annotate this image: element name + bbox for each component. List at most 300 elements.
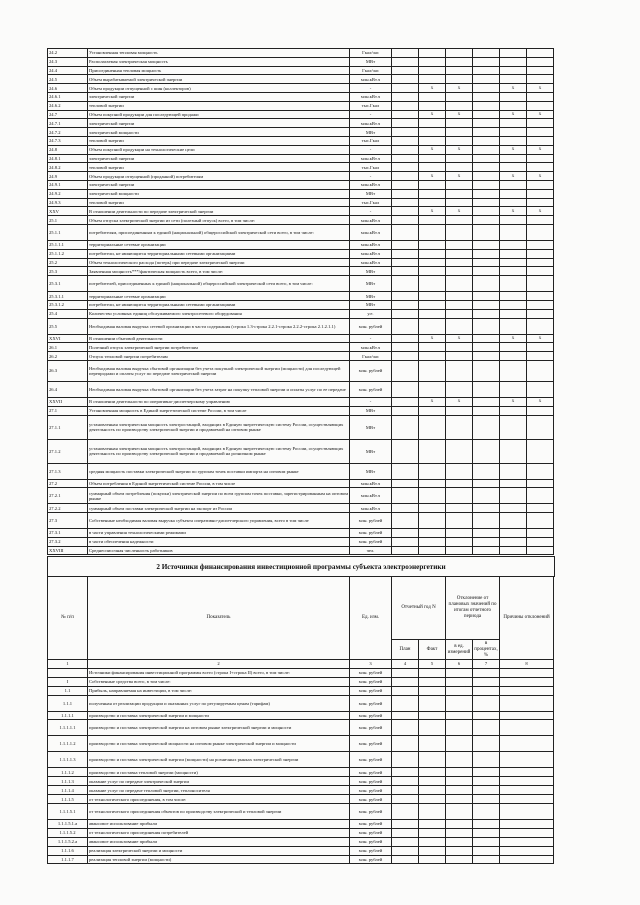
row-label: электрической энергии — [88, 154, 350, 163]
row-label: Объем отпуска электрической энергии из сети (полезный отпуск) всего, в том числе: — [88, 216, 350, 225]
value-cell — [473, 752, 500, 768]
value-cell — [473, 439, 500, 463]
header-num: № п/п — [48, 577, 88, 660]
row-unit: - — [350, 110, 392, 119]
value-cell — [446, 479, 473, 488]
header-name: Показатель — [88, 577, 350, 660]
row-number: 1.1.1.4 — [48, 786, 88, 795]
value-cell — [419, 846, 446, 855]
value-cell — [500, 66, 527, 75]
value-cell — [446, 463, 473, 479]
table-row — [48, 463, 554, 479]
value-cell — [392, 309, 419, 318]
cross-mark: x — [500, 145, 527, 154]
table-row — [48, 406, 554, 415]
value-cell — [473, 334, 500, 343]
row-label: Заявленная мощность***/фактическая мощность всего, в том числе: — [88, 267, 350, 276]
row-number: 24.7.1 — [48, 119, 88, 128]
table-row — [48, 224, 554, 240]
financing-sources-table — [47, 576, 554, 864]
row-label: Объем потребления в Единой энергетической системе России, в том числе — [88, 479, 350, 488]
value-cell — [419, 406, 446, 415]
value-cell — [473, 828, 500, 837]
row-label: авансовое использование прибыли — [88, 837, 350, 846]
value-cell — [419, 855, 446, 864]
value-cell — [392, 154, 419, 163]
value-cell — [500, 189, 527, 198]
row-number: 24.9.1 — [48, 180, 88, 189]
row-number: 27.2.2 — [48, 504, 88, 513]
value-cell — [419, 820, 446, 829]
value-cell — [500, 768, 554, 777]
cross-mark: x — [527, 110, 554, 119]
table-row — [48, 92, 554, 101]
row-number: 25.1.1 — [48, 224, 88, 240]
value-cell — [446, 343, 473, 352]
value-cell — [500, 786, 554, 795]
value-cell — [419, 92, 446, 101]
row-label: электрической мощности — [88, 128, 350, 137]
row-number: I — [48, 677, 88, 686]
row-unit: тыс.Гкал — [350, 101, 392, 110]
row-label: суммарный объем потребления (покупки) электрической энергии по всем группам точек поставки, зарегистрированным на оптовом рынке — [88, 488, 350, 504]
table-row — [48, 57, 554, 66]
row-unit: МВт — [350, 406, 392, 415]
row-unit: - — [350, 207, 392, 216]
value-cell — [473, 128, 500, 137]
value-cell — [446, 786, 473, 795]
row-label: В отношении деятельности по передаче электрической энергии — [88, 207, 350, 216]
row-unit: млн.кВт.ч — [350, 479, 392, 488]
value-cell — [419, 795, 446, 804]
value-cell — [446, 439, 473, 463]
table-row — [48, 136, 554, 145]
row-number: 24.9 — [48, 172, 88, 181]
row-label: тепловой энергии — [88, 198, 350, 207]
row-label: средняя мощность поставки электрической энергии по группам точек поставки импорта на оптовом рынке — [88, 463, 350, 479]
value-cell — [500, 381, 527, 397]
row-number: 24.6.2 — [48, 101, 88, 110]
value-cell — [500, 546, 527, 555]
row-number: 1.1.1.7 — [48, 855, 88, 864]
value-cell — [473, 546, 500, 555]
value-cell — [500, 57, 527, 66]
table-row — [48, 846, 554, 855]
row-unit: - — [350, 84, 392, 93]
col-number: 8 — [500, 660, 554, 669]
value-cell — [527, 504, 554, 513]
indicators-table — [47, 48, 554, 555]
value-cell — [527, 75, 554, 84]
row-label: в части обеспечения надежности — [88, 537, 350, 546]
header-year: Отчетный год N — [392, 577, 446, 640]
value-cell — [527, 529, 554, 538]
value-cell — [392, 352, 419, 361]
table-row — [48, 172, 554, 181]
table-header-row — [48, 577, 554, 640]
row-unit: млн. рублей — [350, 855, 392, 864]
value-cell — [419, 309, 446, 318]
col-number: 5 — [419, 660, 446, 669]
row-label: Собственные необходимая валовая выручка субъекта оперативно-диспетчерского управления, всего в том числе — [88, 513, 350, 529]
row-label: электрической мощности — [88, 189, 350, 198]
value-cell — [419, 720, 446, 736]
row-unit: МВт — [350, 439, 392, 463]
value-cell — [527, 488, 554, 504]
value-cell — [446, 309, 473, 318]
table-row — [48, 415, 554, 439]
row-label: полученная от реализации продукции и оказанных услуг по регулируемым ценам (тарифам) — [88, 695, 350, 711]
row-unit: МВт — [350, 128, 392, 137]
cross-mark: x — [446, 397, 473, 406]
value-cell — [446, 49, 473, 58]
table-row — [48, 101, 554, 110]
value-cell — [527, 57, 554, 66]
row-unit: Гкал/час — [350, 352, 392, 361]
row-label: Необходимая валовая выручка сетевой организации в части содержания (строка 1.3-строка 2.2.1-строка 2.2.2-строка 2.1.2.1.1) — [88, 318, 350, 334]
row-number: 27.1.2 — [48, 439, 88, 463]
value-cell — [446, 846, 473, 855]
col-number: 4 — [392, 660, 419, 669]
table-row — [48, 343, 554, 352]
value-cell — [500, 804, 554, 820]
row-label: от технологического присоединения потребителей — [88, 828, 350, 837]
value-cell — [473, 406, 500, 415]
table-row — [48, 711, 554, 720]
table-row — [48, 352, 554, 361]
cross-mark: x — [527, 145, 554, 154]
row-label: потребителей, присоединенных к единой (национальной) общероссийской электрической сети всего, в том числе: — [88, 276, 350, 292]
value-cell — [473, 343, 500, 352]
value-cell — [473, 136, 500, 145]
row-unit: чел. — [350, 546, 392, 555]
value-cell — [473, 768, 500, 777]
value-cell — [473, 529, 500, 538]
value-cell — [419, 119, 446, 128]
value-cell — [527, 101, 554, 110]
value-cell — [392, 267, 419, 276]
table-row — [48, 207, 554, 216]
value-cell — [419, 777, 446, 786]
row-unit: млн.кВт.ч — [350, 92, 392, 101]
value-cell — [419, 504, 446, 513]
value-cell — [527, 309, 554, 318]
row-number: 27.2 — [48, 479, 88, 488]
row-unit: млн.кВт.ч — [350, 216, 392, 225]
value-cell — [392, 92, 419, 101]
cross-mark: x — [446, 145, 473, 154]
row-label: тепловой энергии — [88, 163, 350, 172]
value-cell — [473, 837, 500, 846]
value-cell — [446, 677, 473, 686]
value-cell — [419, 300, 446, 309]
value-cell — [473, 75, 500, 84]
value-cell — [446, 180, 473, 189]
row-label: электрической энергии — [88, 180, 350, 189]
value-cell — [446, 406, 473, 415]
value-cell — [446, 216, 473, 225]
value-cell — [446, 795, 473, 804]
value-cell — [527, 136, 554, 145]
row-label: Собственные средства всего, в том числе: — [88, 677, 350, 686]
row-label: Объем продукции отпущенной (проданной) потребителям — [88, 172, 350, 181]
row-unit: млн. рублей — [350, 795, 392, 804]
row-number: 27.1.1 — [48, 415, 88, 439]
value-cell — [500, 479, 527, 488]
value-cell — [500, 529, 527, 538]
table-row — [48, 546, 554, 555]
col-number: 2 — [88, 660, 350, 669]
value-cell — [473, 163, 500, 172]
row-number: 25.1.1.2 — [48, 249, 88, 258]
row-unit: млн. рублей — [350, 695, 392, 711]
value-cell — [473, 488, 500, 504]
value-cell — [392, 668, 419, 677]
value-cell — [392, 75, 419, 84]
row-unit: - — [350, 334, 392, 343]
value-cell — [446, 777, 473, 786]
cross-mark: x — [419, 84, 446, 93]
header-plan: План — [392, 640, 419, 660]
row-label: в части управления технологическими режимами — [88, 529, 350, 538]
row-unit: тыс.Гкал — [350, 136, 392, 145]
cross-mark: x — [446, 172, 473, 181]
value-cell — [419, 240, 446, 249]
value-cell — [392, 360, 419, 381]
value-cell — [392, 189, 419, 198]
row-number: 24.8 — [48, 145, 88, 154]
value-cell — [527, 189, 554, 198]
value-cell — [392, 513, 419, 529]
table-row — [48, 119, 554, 128]
value-cell — [392, 216, 419, 225]
row-number: 1.1.1 — [48, 695, 88, 711]
value-cell — [527, 92, 554, 101]
value-cell — [500, 711, 554, 720]
row-number: 24.6 — [48, 84, 88, 93]
value-cell — [392, 300, 419, 309]
table-row — [48, 736, 554, 752]
value-cell — [500, 777, 554, 786]
value-cell — [392, 224, 419, 240]
value-cell — [473, 240, 500, 249]
table-row — [48, 837, 554, 846]
value-cell — [446, 504, 473, 513]
value-cell — [500, 292, 527, 301]
row-unit: млн. рублей — [350, 318, 392, 334]
row-unit: млн. рублей — [350, 736, 392, 752]
row-unit: МВт — [350, 300, 392, 309]
row-unit: МВт — [350, 292, 392, 301]
row-label: Объем покупной продукции на технологические цели — [88, 145, 350, 154]
row-number: 1.1.1.5.2 — [48, 828, 88, 837]
value-cell — [392, 207, 419, 216]
row-label: оказание услуг по передаче тепловой энергии, теплоносителя — [88, 786, 350, 795]
value-cell — [419, 736, 446, 752]
cross-mark: x — [446, 84, 473, 93]
table-row — [48, 334, 554, 343]
table-row — [48, 360, 554, 381]
row-number: 27.3.1 — [48, 529, 88, 538]
value-cell — [473, 66, 500, 75]
table-row — [48, 163, 554, 172]
value-cell — [446, 537, 473, 546]
value-cell — [500, 795, 554, 804]
cross-mark: x — [527, 84, 554, 93]
value-cell — [392, 752, 419, 768]
row-label: Присоединенная тепловая мощность — [88, 66, 350, 75]
row-unit: млн. рублей — [350, 711, 392, 720]
col-number: 6 — [446, 660, 473, 669]
table-row — [48, 267, 554, 276]
value-cell — [473, 804, 500, 820]
value-cell — [419, 154, 446, 163]
row-unit: млн. рублей — [350, 777, 392, 786]
value-cell — [527, 198, 554, 207]
table-row — [48, 110, 554, 119]
table-row — [48, 668, 554, 677]
value-cell — [473, 352, 500, 361]
row-number: 1.1.1.1 — [48, 711, 88, 720]
value-cell — [500, 686, 554, 695]
table-row — [48, 276, 554, 292]
value-cell — [392, 110, 419, 119]
table-row — [48, 795, 554, 804]
value-cell — [527, 240, 554, 249]
row-number: 25.1.1.1 — [48, 240, 88, 249]
row-label: тепловой энергии — [88, 136, 350, 145]
value-cell — [527, 163, 554, 172]
cross-mark: x — [527, 397, 554, 406]
value-cell — [473, 736, 500, 752]
value-cell — [419, 249, 446, 258]
row-unit: млн. рублей — [350, 381, 392, 397]
table-row — [48, 686, 554, 695]
row-unit: млн. рублей — [350, 846, 392, 855]
table-row — [48, 820, 554, 829]
value-cell — [527, 180, 554, 189]
cross-mark: x — [527, 334, 554, 343]
row-number: 24.7.2 — [48, 128, 88, 137]
value-cell — [419, 463, 446, 479]
table-row — [48, 828, 554, 837]
value-cell — [419, 180, 446, 189]
value-cell — [473, 777, 500, 786]
row-number: 25.3.1.2 — [48, 300, 88, 309]
row-unit: МВт — [350, 276, 392, 292]
value-cell — [500, 668, 554, 677]
value-cell — [392, 546, 419, 555]
col-number: 1 — [48, 660, 88, 669]
value-cell — [527, 276, 554, 292]
value-cell — [392, 488, 419, 504]
value-cell — [500, 360, 527, 381]
row-label: Объем покупной продукции для последующей продажи — [88, 110, 350, 119]
cross-mark: x — [500, 84, 527, 93]
table-row — [48, 397, 554, 406]
value-cell — [419, 686, 446, 695]
cross-mark: x — [419, 172, 446, 181]
row-number: 26.2 — [48, 352, 88, 361]
row-label: Прибыль, направляемая на инвестиции, в том числе: — [88, 686, 350, 695]
value-cell — [392, 49, 419, 58]
table-row — [48, 292, 554, 301]
row-unit: млн. рублей — [350, 529, 392, 538]
value-cell — [473, 668, 500, 677]
row-number: 1.1 — [48, 686, 88, 695]
value-cell — [500, 343, 527, 352]
value-cell — [419, 668, 446, 677]
value-cell — [446, 513, 473, 529]
value-cell — [473, 276, 500, 292]
table-row — [48, 479, 554, 488]
row-label: Количество условных единиц обслуживаемого электросетевого оборудования — [88, 309, 350, 318]
value-cell — [446, 318, 473, 334]
row-label: установленная электрическая мощность электростанций, входящих в Единую энергетическую систему России, осуществляющих деятельность по производству электрической энергии и продаваемой на розничном рынке — [88, 439, 350, 463]
value-cell — [527, 439, 554, 463]
value-cell — [473, 172, 500, 181]
value-cell — [419, 752, 446, 768]
value-cell — [392, 846, 419, 855]
value-cell — [500, 855, 554, 864]
row-label: Располагаемая электрическая мощность — [88, 57, 350, 66]
value-cell — [419, 66, 446, 75]
value-cell — [419, 529, 446, 538]
value-cell — [446, 198, 473, 207]
value-cell — [500, 249, 527, 258]
value-cell — [392, 677, 419, 686]
row-unit: млн. рублей — [350, 668, 392, 677]
value-cell — [419, 292, 446, 301]
row-unit: млн. рублей — [350, 720, 392, 736]
value-cell — [392, 145, 419, 154]
value-cell — [527, 479, 554, 488]
value-cell — [446, 711, 473, 720]
value-cell — [500, 309, 527, 318]
value-cell — [527, 292, 554, 301]
row-unit: МВт — [350, 267, 392, 276]
row-label: оказание услуг по передаче электрической энергии — [88, 777, 350, 786]
row-unit: млн.кВт.ч — [350, 504, 392, 513]
value-cell — [527, 352, 554, 361]
value-cell — [392, 240, 419, 249]
value-cell — [419, 267, 446, 276]
value-cell — [527, 119, 554, 128]
section-title: 2 Источники финансирования инвестиционной программы субъекта электроэнергетики — [47, 556, 555, 577]
value-cell — [392, 84, 419, 93]
row-number: 1.1.1.2 — [48, 768, 88, 777]
row-number: 27.1.3 — [48, 463, 88, 479]
value-cell — [473, 415, 500, 439]
value-cell — [419, 101, 446, 110]
value-cell — [419, 513, 446, 529]
table-row — [48, 75, 554, 84]
value-cell — [392, 777, 419, 786]
table-row — [48, 695, 554, 711]
value-cell — [392, 695, 419, 711]
value-cell — [500, 736, 554, 752]
value-cell — [446, 837, 473, 846]
value-cell — [392, 804, 419, 820]
value-cell — [500, 163, 527, 172]
row-number: 25.3.1.1 — [48, 292, 88, 301]
row-label: Объем вырабатываемой электрической энергии — [88, 75, 350, 84]
value-cell — [527, 258, 554, 267]
row-number: 1.1.1.3 — [48, 777, 88, 786]
value-cell — [500, 820, 554, 829]
value-cell — [527, 546, 554, 555]
row-number: 1.1.1.5 — [48, 795, 88, 804]
